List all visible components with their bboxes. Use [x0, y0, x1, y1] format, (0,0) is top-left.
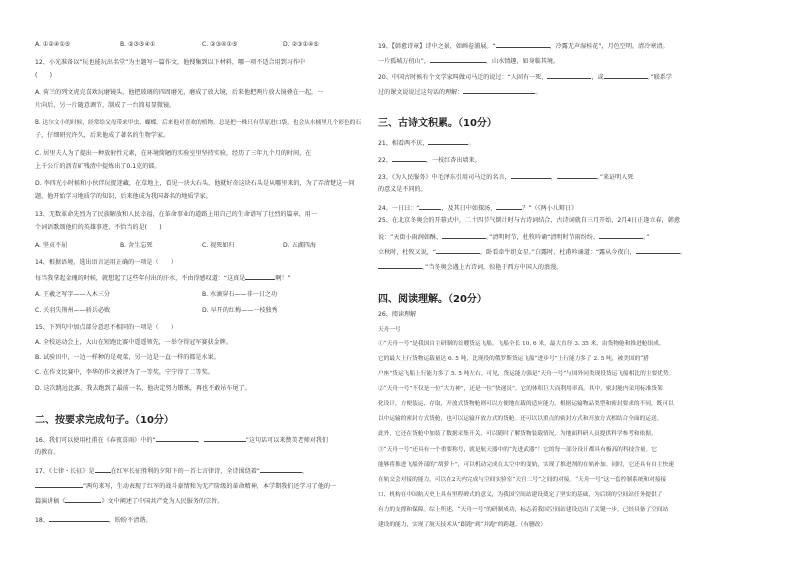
q17-line3: 篇演讲稿《 》文中阐述了中国共产党为人民服务的宗旨。 [35, 498, 224, 505]
q21: 21、相看两不厌， 。 [378, 140, 475, 147]
q17-blank-4[interactable] [65, 496, 101, 503]
q14-sentence: 每当我拿起金瑰的时候，就想起了这些年付出的汗水，不由得感叹道：“这真是 啊！” [35, 275, 291, 282]
q19-blank-2[interactable] [430, 56, 486, 63]
article-p2-line2: 化设计，方便装运、存取，开放式货物舱则可以方便地在载的适应能力。根据运输物品类型和密封要求的不同，既可以 [378, 401, 674, 407]
q13-option-a[interactable]: A. 坚贞不屈 [35, 242, 68, 249]
article-p3-line2: 能够将推进飞船外部的“胡萝卜”，可以机动完成在太空中的变轨，实现了推进剂的在轨补加。同时，它还具有自主快速 [378, 462, 674, 468]
article-p2-line3: 以中运输的密封方式货舱，也可以运输开放方式的货舱。还可以以重点的密封方式和开放方式相结合全面的运送。 [378, 416, 663, 422]
q12-option-a-cont: 片向后，另一片随意调节，制成了一台简易显微镜。 [35, 102, 176, 109]
q22-blank[interactable] [392, 155, 426, 162]
q12-option-c[interactable]: C. 居里夫人为了提出一种放射性元素，在环境简陋的实验室里坚持实验，经历了三年九个月的时间，在 [35, 150, 312, 157]
q12-option-c-cont: 上千公斤的沥青矿残渣中提炼出了0.1克的镭。 [35, 163, 161, 170]
q12-option-b-cont: 子，仔细研究许久，后来他成了著名的生物学家。 [35, 132, 170, 139]
q19-blank-1[interactable] [496, 41, 550, 48]
q15-option-c[interactable]: C. 在作文比赛中，李华的作文被评为了一等奖，宁宁得了二等奖。 [35, 369, 214, 376]
option-c[interactable]: C. ②③④①⑤ [202, 41, 238, 48]
q16-blank-1[interactable] [156, 435, 198, 442]
q18: 18、 ，盼盼不清谐。 [35, 517, 152, 524]
q25-blank-4[interactable] [636, 247, 680, 254]
option-a[interactable]: A. ①②④①⑤ [35, 41, 71, 48]
q15-option-a[interactable]: A. 全校运动会上，大山在短跑比赛中遥遥领先，一举夺得冠军赛获金牌。 [35, 339, 232, 346]
q25-blank-1[interactable] [442, 232, 486, 239]
q14-option-d[interactable]: D. 早开的红梅——一枝独秀 [202, 307, 278, 314]
q15-option-d[interactable]: D. 这次跳远比赛，我去跑到了最前一名，他决定努力锻炼，再也不敢吊车尾了。 [35, 385, 251, 392]
q25-blank-3[interactable] [436, 247, 480, 254]
q12-option-a[interactable]: A. 荷兰的列文虎克喜欢玩磨镜头，他把玻璃的四周磨光，磨成了放大镜，后来他把两片放大镜叠在一起，一 [35, 89, 324, 96]
q15-stem: 15、下列句中加点部分意思不相同的一项是（ ） [35, 324, 177, 331]
q13-option-c[interactable]: C. 视死如归 [202, 242, 235, 249]
q25-blank-2[interactable] [599, 232, 643, 239]
article-p2-line1: ②“天舟一号”不仅是一位“大力神”，还是一位“快递员”。它的体积巨大而利用率高。其中，密封舱内采用标准货架 [378, 386, 663, 392]
option-b[interactable]: B. ②③⑤④① [120, 41, 156, 48]
article-p1-line2: 它的最大上行货物运载量达 6. 5 吨，比现役的俄罗斯货运飞船“进步号”上行能力多了 2. 5 吨，被美国的“猎 [378, 356, 649, 362]
q12-option-b[interactable]: B. 达尔文小的时候，经常给父母带来甲虫、蝴蝶。后来他对喜欢的植物，总是把一株只有草原进口袋，也会从水桶里几个彩色的石 [35, 120, 362, 126]
article-p3-line1: ③“天舟一号”还具有一个重要称号，就是航天器中的“先进武器”！它的每一部分设计都具有极高的科技含量。它 [378, 447, 657, 453]
q24: 24、一日曰：“ ，及其日中如探汤， ？”（《两小儿辩日》 [378, 205, 578, 212]
q20-blank-3[interactable] [463, 87, 535, 94]
q13-option-b[interactable]: B. 舍生忘死 [120, 242, 153, 249]
q25-blank-5[interactable] [378, 262, 422, 269]
option-d[interactable]: D. ②③①④⑤ [283, 41, 319, 48]
article-p1-line3: 户座”货运飞船上行能力多了 5. 5 吨左右。可见，货运能力强是“天舟一号”与国外同类现役货运飞船相比的主要优势。 [378, 371, 675, 377]
section-3-heading: 三、古诗文积累。（10分） [378, 118, 497, 129]
article-p3-line3: 在轨交会对接的能力，可以在2天内完成与空间实验室“天宫二号”之间的对接。“天舟一号”这一套控制系统和对接接 [378, 477, 667, 483]
q12-stem-end: ( ) [35, 72, 52, 79]
q12-stem: 12、小光准备以“玩也能玩出名堂”为主题写一篇作文，他搜集到以下材料，哪一项不适合用到习作中 [35, 59, 306, 66]
article-p2-line4: 此外，它还在货舱中加装了数据采集开关，可以随时了解货物装载情况，为地面科研人员提供科学参考和依据。 [378, 431, 657, 437]
q20-line1: 20、中国古时候有个文学家叫做司马迁的说过：“人固有一死， ，或 。”联系学 [378, 74, 673, 81]
q26-label: 26、阅读理解 [378, 311, 417, 318]
q13-stem: 13、无数革命先烈为了民族解放和人民幸福，在革命事业的道路上用自己的生命谱写了壮烈的篇章，用一 [35, 211, 317, 218]
q21-blank[interactable] [428, 138, 468, 145]
article-p1-line1: ①“天舟一号”是我国自主研制的首艘货运飞船。飞船全长 10. 6 米，最大直径 3. 35 米，由货物舱和推进舱组成。 [378, 341, 665, 347]
q16-blank-2[interactable] [204, 435, 246, 442]
article-p3-line5: 有力的支撑和保障。综上所述，“天舟一号”的研制成功，标志着我国空间站建设迈出了关键一步，已经具备了空间站 [378, 507, 669, 513]
q14-option-b[interactable]: B. 水滴穿石——非一日之功 [202, 291, 278, 298]
q17-line2: ”两句来写，生动表现了红军的战斗豪情和为无产阶级的革命精神，本学期我们还学习了他的一 [35, 481, 336, 491]
q17-blank-1[interactable] [95, 466, 111, 473]
q18-blank[interactable] [49, 515, 109, 522]
q24-blank-2[interactable] [496, 203, 522, 210]
article-title: 天舟一号 [378, 327, 401, 333]
q23-blank-2[interactable] [557, 172, 597, 179]
q22: 22、 ，一枝红杏出墙来。 [378, 157, 481, 164]
q14-option-a[interactable]: A. 王羲之写字——入木三分 [35, 291, 110, 298]
article-p3-line6: 建设的能力，实现了航天技术从“跟跑”到“并跑”的跨越。（有删改） [378, 522, 547, 528]
q17-blank-3[interactable] [35, 481, 83, 488]
q17-line1: 17、《七律・长征》是 在红军长征胜利的夕阳下的一首七言律诗，全诗围绕着“ ， [35, 468, 309, 475]
article-p3-line4: 口、机构在中国航天史上具有里程碑式的意义，为我国空间站建设奠定了坚实的基础，为后续的空间站任务提供了 [378, 492, 663, 498]
q23-line2: 的意义是不同的。 [378, 186, 427, 193]
q13-option-d[interactable]: D. 五湖四海 [283, 242, 316, 249]
q16: 16、我们可以使用杜甫在《春夜喜雨》中的“ ， ”这句话可以来赞美老师对我们 [35, 437, 329, 444]
q14-blank[interactable] [245, 273, 275, 280]
q25-line1: 25、在北京冬奥会的开幕式中，二十四节气倒计时与古诗词结合，古诗词就自三月开始，2月4日正逢立春，韩愈 [378, 217, 680, 224]
q20-line2: 过的课文说说过这句话的理解： 。 [378, 89, 542, 96]
q19-line2: 一片孤城万仞山”， ，山水情趣，如身临其境。 [378, 58, 560, 65]
q20-blank-1[interactable] [547, 72, 591, 79]
q24-blank-1[interactable] [419, 203, 441, 210]
q17-blank-2[interactable] [260, 466, 302, 473]
q25-line4: 。”当冬奥会遇上古诗词，惊艳于西方中国人的浪漫。 [378, 262, 562, 272]
section-4-heading: 四、阅读理解。（20分） [378, 294, 487, 305]
q25-line3: 立秋时，杜牧又说，“ ，卧看牵牛织女星。”白露时，杜甫吟诵道：“露从今夜白， 。 [378, 249, 686, 256]
q16-cont: 的教育。 [35, 449, 60, 456]
q19-line1: 19、【韩愈诗章】诗中之景，如画卷浦展。“ ，冷露无声湿桂花”，月色空明，清冷寒清。 [378, 43, 669, 50]
q13-stem-cont: 个词语歌颂他们的英雄事迹，不恰当的是( ) [35, 224, 162, 231]
section-2-heading: 二、按要求完成句子。（10分） [35, 415, 174, 426]
q14-stem: 14、根据语境，选出语言运用正确的一项是（ ） [35, 259, 177, 266]
q15-option-b[interactable]: B. 试验田中，一边一样种的是观菜，另一边是一直一样的都是水果。 [35, 354, 220, 361]
q23-line1: 23、《为人民服务》中毛泽东引用司马迁的名言， ， 。”来证明人死 [378, 174, 634, 181]
q23-blank-1[interactable] [511, 172, 551, 179]
q20-blank-2[interactable] [604, 72, 648, 79]
q12-option-d-cont: 题，他开始学习地质学的知识，后来他成为我国著名的地质学家。 [35, 193, 212, 200]
q12-option-d[interactable]: D. 李四光小时候和小伙伴玩捉迷藏，在草地上，看见一块大石头，他就好奇这块石头是从哪里来的，为了弄清楚这一问 [35, 180, 355, 187]
q25-line2: 说：“天街小雨润如酥， 。”清明时节，杜牧吟诵“清明时节雨纷纷， 。” [378, 234, 650, 241]
q14-option-c[interactable]: C. 关羽失荆州——骄兵必败 [35, 307, 111, 314]
